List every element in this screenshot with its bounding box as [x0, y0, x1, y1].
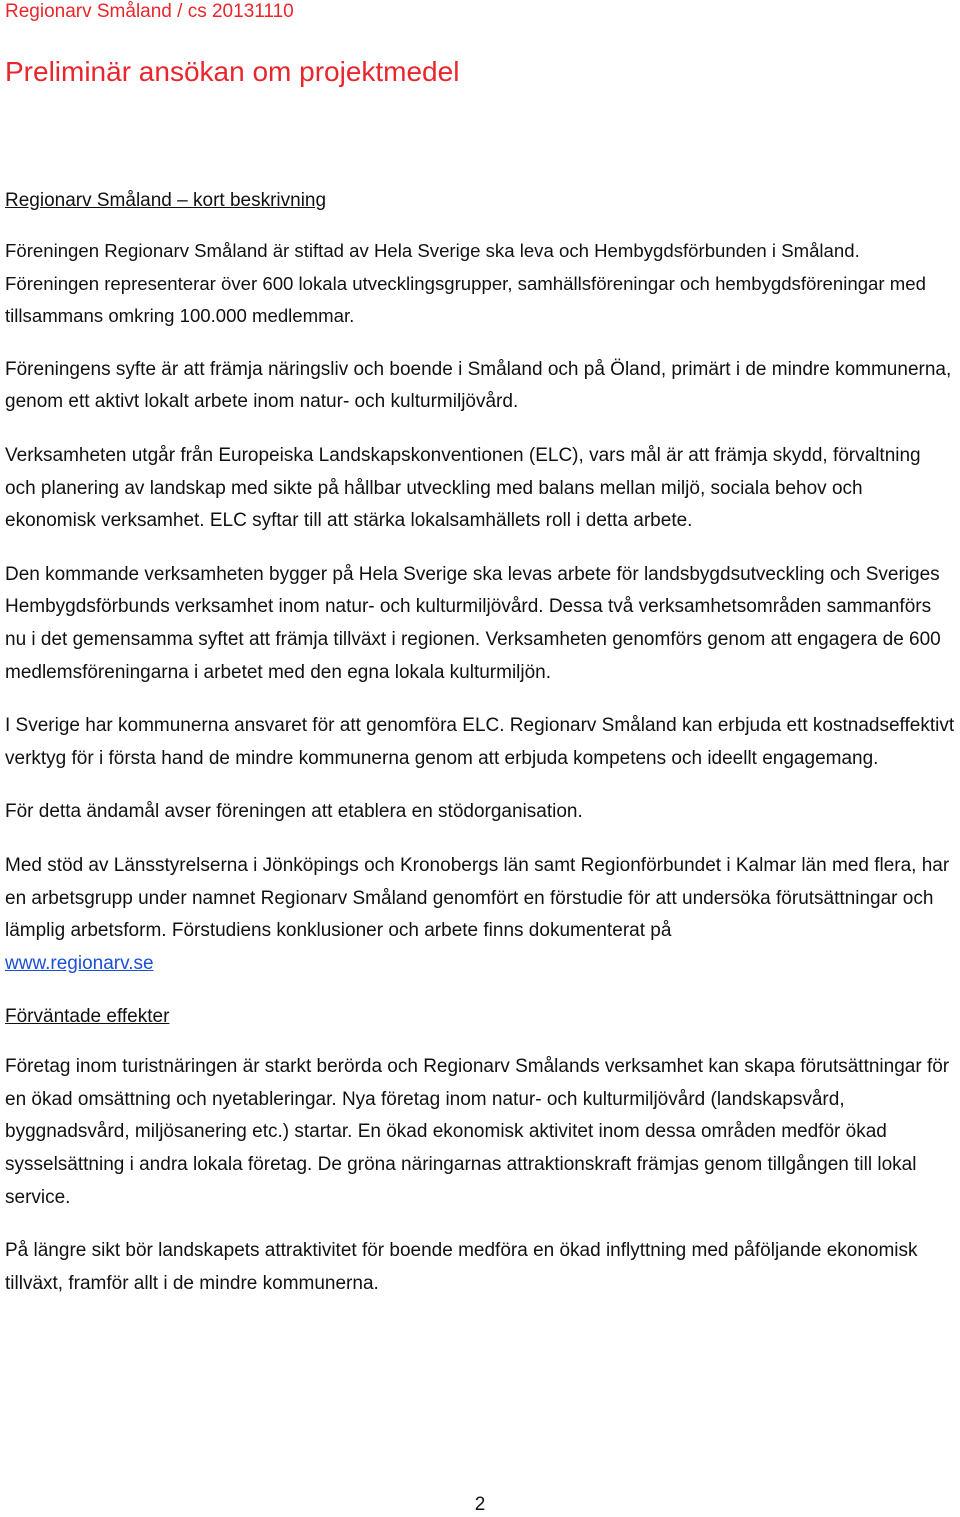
section-heading-description: Regionarv Småland – kort beskrivning	[5, 190, 327, 211]
page-number: 2	[474, 1494, 486, 1515]
paragraph-support-organisation: För detta ändamål avser föreningen att etablera en stödorganisation.	[5, 801, 583, 823]
paragraph-intro: Föreningen Regionarv Småland är stiftad av Hela Sverige ska leva och Hembygdsförbunden i Småland. Föreningen representerar över 600 lokala utvecklingsgrupper, samhällsföreningar och hembygdsföreningar med tillsammans omkring 100.000 medlemmar.	[5, 240, 926, 327]
paragraph-effects-longterm: På längre sikt bör landskapets attraktivitet för boende medföra en ökad inflyttning med påföljande ekonomisk tillväxt, framför allt i de mindre kommunerna.	[5, 1240, 918, 1294]
document-body	[5, 187, 955, 1321]
section-heading-effects: Förväntade effekter	[5, 1006, 170, 1028]
regionarv-link[interactable]: www.regionarv.se	[5, 952, 154, 974]
paragraph-effects-business: Företag inom turistnäringen är starkt berörda och Regionarv Smålands verksamhet kan skapa förutsättningar för en ökad omsättning och nyetableringar. Nya företag inom natur- och kulturmiljövård (landskapsvård, byggnadsvård, miljösanering etc.) startar. En ökad ekonomisk aktivitet inom dessa områden medför ökad sysselsättning i andra lokala företag. De gröna näringarnas attraktionskraft främjas genom tillgången till lokal service.	[5, 1056, 950, 1208]
paragraph-upcoming-activity: Den kommande verksamheten bygger på Hela Sverige ska levas arbete för landsbygdsutveckling och Sveriges Hembygdsförbunds verksamhet inom natur- och kulturmiljövård. Dessa två verksamhetsområden sammanförs nu i det gemensamma syftet att främja tillväxt i regionen. Verksamheten genomförs genom att engagera de 600 medlemsföreningarna i arbetet med den egna lokala kulturmiljön.	[5, 563, 941, 683]
paragraph-municipalities: I Sverige har kommunerna ansvaret för att genomföra ELC. Regionarv Småland kan erbjuda ett kostnadseffektivt verktyg för i första hand de mindre kommunerna genom att erbjuda kompetens och ideellt engagemang.	[5, 715, 955, 769]
paragraph-elc: Verksamheten utgår från Europeiska Landskapskonventionen (ELC), vars mål är att främja skydd, förvaltning och planering av landskap med sikte på hållbar utveckling med balans mellan miljö, sociala behov och ekonomisk verksamhet. ELC syftar till att stärka lokalsamhällets roll i detta arbete.	[5, 444, 921, 532]
page-title: Preliminär ansökan om projektmedel	[5, 56, 460, 87]
paragraph-prestudy-text: Med stöd av Länsstyrelserna i Jönköpings och Kronobergs län samt Regionförbundet i Kalmar län med flera, har en arbetsgrupp under namnet Regionarv Småland genomfört en förstudie för att undersöka förutsättningar och lämplig arbetsform. Förstudiens konklusioner och arbete finns dokumenterat på	[5, 854, 950, 942]
paragraph-purpose: Föreningens syfte är att främja näringsliv och boende i Småland och på Öland, primärt i de mindre kommunerna, genom ett aktivt lokalt arbete inom natur- och kulturmiljövård.	[5, 358, 952, 413]
running-header: Regionarv Småland / cs 20131110	[5, 1, 294, 22]
paragraph-prestudy	[5, 850, 955, 980]
